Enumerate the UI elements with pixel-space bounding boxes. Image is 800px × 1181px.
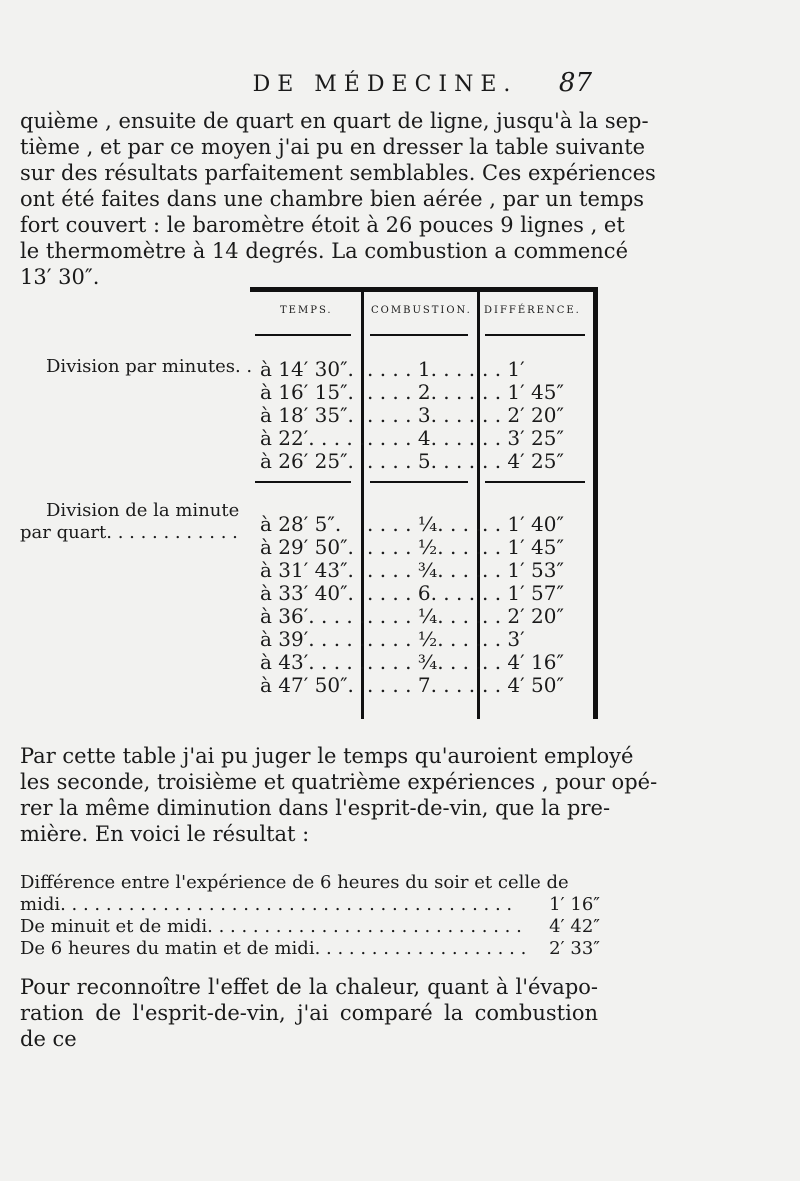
cell-temps: à 39′. . . . . — [260, 627, 366, 651]
cell-combustion: . . . . ½. . . . — [367, 627, 482, 651]
difference-row — [20, 938, 600, 960]
cell-temps: à 14′ 30″. — [260, 357, 354, 381]
text-line: Par cette table j'ai pu juger le temps qu'auroient employé — [20, 744, 634, 768]
group-separator — [370, 481, 468, 483]
table-row — [250, 403, 598, 426]
header-combustion: COMBUSTION. — [371, 305, 472, 316]
text-line: le thermomètre à 14 degrés. La combustion a commencé — [20, 239, 628, 263]
cell-difference: . . 4′ 16″ — [482, 650, 564, 674]
text-line: rer la même diminution dans l'esprit-de-vin, que la pre- — [20, 796, 611, 820]
cell-combustion: . . . . 2. . . . — [367, 380, 476, 404]
group-separator — [485, 481, 585, 483]
table-row — [250, 673, 598, 696]
cell-temps: à 47′ 50″. — [260, 673, 354, 697]
table-row — [250, 357, 598, 380]
table-row — [250, 604, 598, 627]
cell-combustion: . . . . ¾. . . . — [367, 558, 482, 582]
cell-combustion: . . . . 6. . . . — [367, 581, 476, 605]
text-line: 13′ 30″. — [20, 265, 100, 289]
header-underline — [485, 334, 585, 336]
cell-difference: . . 2′ 20″ — [482, 403, 564, 427]
cell-difference: . . 3′ 25″ — [482, 426, 564, 450]
table-row — [250, 627, 598, 650]
cell-difference: . . 1′ 53″ — [482, 558, 564, 582]
difference-row — [20, 894, 600, 916]
text-line: tième , et par ce moyen j'ai pu en dresser la table suivante — [20, 135, 646, 159]
cell-difference: . . 2′ 20″ — [482, 604, 564, 628]
table-row — [250, 535, 598, 558]
cell-difference: . . 1′ 57″ — [482, 581, 564, 605]
difference-label: De 6 heures du matin et de midi. . . . . . . . . . . . . . . . . . . — [20, 938, 527, 959]
text-line: mière. En voici le résultat : — [20, 822, 310, 846]
cell-temps: à 29′ 50″. — [260, 535, 354, 559]
second-paragraph — [20, 743, 658, 847]
cell-temps: à 33′ 40″. — [260, 581, 354, 605]
cell-temps: à 31′ 43″. — [260, 558, 354, 582]
group-label-quarter-1: Division de la minute — [46, 500, 240, 521]
cell-combustion: . . . . 7. . . . — [367, 673, 476, 697]
cell-temps: à 18′ 35″. — [260, 403, 354, 427]
difference-label: Différence entre l'expérience de 6 heures du soir et celle de — [20, 872, 569, 893]
cell-difference: . . 1′ — [482, 357, 525, 381]
difference-value: 1′ 16″ — [549, 894, 600, 915]
table-row — [250, 449, 598, 472]
cell-temps: à 16′ 15″. — [260, 380, 354, 404]
cell-combustion: . . . . 3. . . . — [367, 403, 476, 427]
table-row — [250, 426, 598, 449]
difference-row — [20, 872, 600, 894]
cell-temps: à 43′. . . . . — [260, 650, 366, 674]
cell-difference: . . 1′ 40″ — [482, 512, 564, 536]
table-row — [250, 380, 598, 403]
difference-value: 4′ 42″ — [549, 916, 600, 937]
group-label-quarter-2: par quart. . . . . . . . . . . . — [20, 522, 238, 543]
cell-combustion: . . . . 4. . . . — [367, 426, 476, 450]
third-paragraph — [20, 974, 598, 1052]
combustion-table — [250, 287, 598, 719]
text-line: ont été faites dans une chambre bien aérée , par un temps — [20, 187, 645, 211]
table-row — [250, 558, 598, 581]
text-line: quième , ensuite de quart en quart de ligne, jusqu'à la sep- — [20, 109, 649, 133]
cell-difference: . . 1′ 45″ — [482, 535, 564, 559]
difference-label: midi. . . . . . . . . . . . . . . . . . . . . . . . . . . . . . . . . . . . . . . . — [20, 894, 513, 915]
difference-row — [20, 916, 600, 938]
text-line: les seconde, troisième et quatrième expériences , pour opé- — [20, 770, 658, 794]
cell-combustion: . . . . ½. . . . — [367, 535, 482, 559]
cell-difference: . . 4′ 25″ — [482, 449, 564, 473]
differences-list — [20, 872, 600, 960]
header-difference: DIFFÉRENCE. — [484, 305, 581, 316]
cell-combustion: . . . . ¼. . . . — [367, 512, 482, 536]
running-header: DE MÉDECINE. — [252, 72, 518, 97]
header-underline — [255, 334, 351, 336]
cell-temps: à 22′. . . . . — [260, 426, 366, 450]
cell-difference: . . 1′ 45″ — [482, 380, 564, 404]
cell-combustion: . . . . ¼. . . . — [367, 604, 482, 628]
group-separator — [255, 481, 351, 483]
intro-paragraph — [20, 108, 656, 290]
table-row — [250, 581, 598, 604]
group-label-minutes: Division par minutes. . — [46, 356, 253, 377]
cell-combustion: . . . . 5. . . . — [367, 449, 476, 473]
text-line: ration de l'esprit-de-vin, j'ai comparé la combustion de ce — [20, 1001, 598, 1051]
header-temps: TEMPS. — [280, 305, 333, 316]
table-row — [250, 512, 598, 535]
table-top-rule — [250, 287, 598, 292]
difference-value: 2′ 33″ — [549, 938, 600, 959]
cell-temps: à 26′ 25″. — [260, 449, 354, 473]
text-line: sur des résultats parfaitement semblables. Ces expériences — [20, 161, 656, 185]
text-line: Pour reconnoître l'effet de la chaleur, quant à l'évapo- — [20, 975, 598, 999]
cell-temps: à 28′ 5″. — [260, 512, 342, 536]
text-line: fort couvert : le baromètre étoit à 26 pouces 9 lignes , et — [20, 213, 625, 237]
cell-temps: à 36′. . . . . — [260, 604, 366, 628]
cell-difference: . . 4′ 50″ — [482, 673, 564, 697]
cell-difference: . . 3′ — [482, 627, 525, 651]
difference-label: De minuit et de midi. . . . . . . . . . . . . . . . . . . . . . . . . . . . — [20, 916, 522, 937]
table-row — [250, 650, 598, 673]
header-underline — [370, 334, 468, 336]
cell-combustion: . . . . 1. . . . — [367, 357, 476, 381]
cell-combustion: . . . . ¾. . . . — [367, 650, 482, 674]
page-number: 87 — [558, 68, 592, 98]
